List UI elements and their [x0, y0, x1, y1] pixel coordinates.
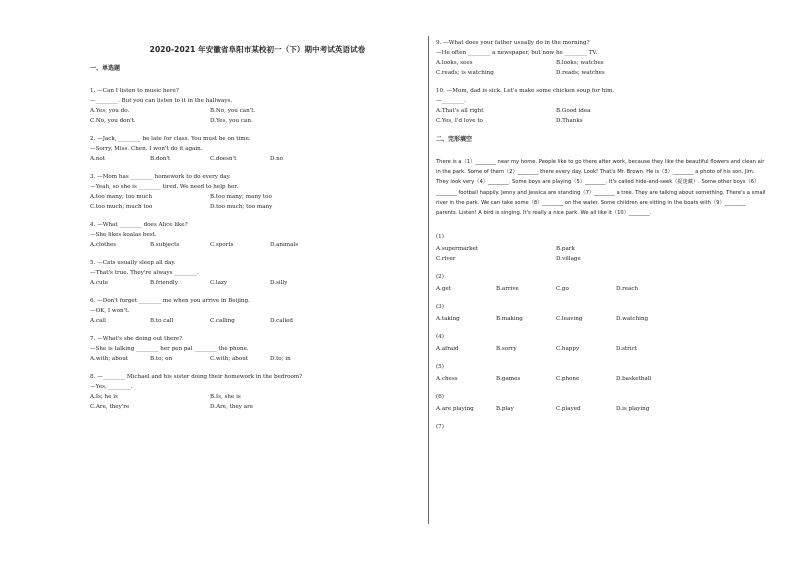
- cloze-option: B.sorry: [496, 346, 517, 353]
- question-line: 3. —Mom has ________ homework to do every day.: [90, 174, 231, 180]
- question-item: [436, 38, 776, 78]
- answer-option: B.looks; watches: [556, 60, 604, 66]
- question-item: [90, 172, 425, 212]
- cloze-option: C.played: [556, 406, 581, 413]
- question-line: —Yeah, so she is ________ tired. We need to help her.: [90, 184, 239, 190]
- answer-option: A.not: [90, 156, 106, 162]
- cloze-option: A.get: [436, 286, 451, 293]
- cloze-number: (5): [436, 364, 444, 371]
- question-line: 4. —What ________ does Alice like?: [90, 222, 188, 228]
- answer-option: C.too much; much too: [90, 204, 153, 210]
- answer-option: C.Are, they're: [90, 404, 130, 410]
- section-heading-cloze: 二、完形填空: [436, 136, 473, 143]
- question-line: 6. —Don't forget ________ me when you arrive in Beijing.: [90, 298, 250, 304]
- cloze-options: [436, 374, 776, 384]
- cloze-item: [436, 232, 776, 264]
- answer-option: C.with; about: [210, 356, 249, 362]
- right-column: [436, 38, 776, 440]
- answer-option: C.reads; is watching: [436, 70, 494, 76]
- answer-option: C.No, you don't.: [90, 118, 136, 124]
- cloze-item: [436, 332, 776, 354]
- question-item: [90, 296, 425, 326]
- answer-options: [90, 192, 425, 212]
- cloze-number: (6): [436, 394, 444, 401]
- question-line: 10. —Mom, dad is sick. Let's make some chicken soup for him.: [436, 88, 615, 94]
- answer-options: [436, 58, 776, 78]
- cloze-item: [436, 422, 776, 432]
- question-line: —He often ________ a newspaper, but now he ________ TV.: [436, 50, 598, 56]
- cloze-option: C.river: [436, 256, 456, 263]
- cloze-options: [436, 284, 776, 294]
- cloze-option: D.is playing: [616, 406, 650, 413]
- cloze-option: D.basketball: [616, 376, 652, 383]
- section-heading-single-choice: 一、单选题: [90, 65, 121, 72]
- cloze-number: (3): [436, 304, 444, 311]
- question-item: [90, 86, 425, 126]
- cloze-option: D.watching: [616, 316, 649, 323]
- cloze-options: [436, 244, 776, 264]
- answer-options: [90, 392, 425, 412]
- answer-option: B.subjects: [150, 242, 180, 248]
- question-item: [90, 372, 425, 412]
- answer-option: D.Thanks: [556, 118, 583, 124]
- question-item: [90, 134, 425, 164]
- cloze-option: B.making: [496, 316, 523, 323]
- answer-option: A.Is; he is: [90, 394, 118, 400]
- answer-option: A.too many; too much: [90, 194, 153, 200]
- answer-option: C.lazy: [210, 280, 228, 286]
- answer-option: A.That's all right: [436, 108, 484, 114]
- answer-options: [436, 106, 776, 126]
- answer-option: B.No, you can't.: [210, 108, 256, 114]
- cloze-item: [436, 392, 776, 414]
- cloze-option: B.arrive: [496, 286, 519, 293]
- answer-option: A.with; about: [90, 356, 129, 362]
- cloze-number: (4): [436, 334, 444, 341]
- answer-option: D.silly: [270, 280, 288, 286]
- answer-options: [90, 278, 425, 288]
- question-line: —________. But you can listen to it in the hallways.: [90, 98, 233, 104]
- cloze-number: (1): [436, 234, 444, 241]
- cloze-options: [436, 404, 776, 414]
- question-line: —Sorry, Miss. Chen. I won't do it again.: [90, 146, 203, 152]
- column-divider: [428, 36, 429, 524]
- question-line: 8. —________ Michael and his sister doing their homework in the bedroom?: [90, 374, 303, 380]
- cloze-option: D.strict: [616, 346, 638, 353]
- answer-option: C.calling: [210, 318, 235, 324]
- question-line: —She is talking ________ her pen pal ________ the phone.: [90, 346, 249, 352]
- answer-option: B.too many; many too: [210, 194, 272, 200]
- cloze-option: D.reach: [616, 286, 639, 293]
- left-question-list: [90, 86, 425, 412]
- cloze-options: [436, 314, 776, 324]
- question-line: —She likes koalas best.: [90, 232, 157, 238]
- cloze-number: (2): [436, 274, 444, 281]
- answer-option: C.doesn't: [210, 156, 237, 162]
- question-line: —________.: [436, 98, 466, 104]
- cloze-option: B.park: [556, 246, 575, 253]
- page-title: 2020-2021 年安徽省阜阳市某校初一（下）期中考试英语试卷: [149, 45, 366, 54]
- question-line: 1. —Can I listen to music here?: [90, 88, 179, 94]
- answer-option: C.Yes, I'd love to: [436, 118, 483, 124]
- question-line: 9. —What does your father usually do in the morning?: [436, 40, 590, 46]
- cloze-option: A.supermarket: [436, 246, 479, 253]
- answer-options: [90, 240, 425, 250]
- answer-option: B.to call: [150, 318, 174, 324]
- question-line: 5. —Cats usually sleep all day.: [90, 260, 176, 266]
- cloze-option: C.phone: [556, 376, 580, 383]
- answer-option: D.too much; too many: [210, 204, 273, 210]
- cloze-option: C.leaving: [556, 316, 583, 323]
- cloze-number: (7): [436, 424, 444, 431]
- cloze-option: A.chess: [436, 376, 458, 383]
- answer-option: D.Are, they are: [210, 404, 254, 410]
- answer-options: [90, 316, 425, 326]
- cloze-question-list: [436, 232, 776, 432]
- answer-option: A.Yes, you do.: [90, 108, 130, 114]
- answer-option: D.Yes, you can.: [210, 118, 253, 124]
- answer-option: A.call: [90, 318, 106, 324]
- answer-options: [90, 154, 425, 164]
- question-line: 7. —What's she doing out there?: [90, 336, 183, 342]
- cloze-option: B.play: [496, 406, 514, 413]
- answer-options: [90, 354, 425, 364]
- cloze-item: [436, 362, 776, 384]
- answer-option: D.called: [270, 318, 294, 324]
- answer-option: B.don't: [150, 156, 171, 162]
- question-item: [90, 220, 425, 250]
- answer-option: D.animals: [270, 242, 299, 248]
- answer-option: B.to; on: [150, 356, 173, 362]
- right-question-list: [436, 38, 776, 126]
- answer-option: C.sports: [210, 242, 234, 248]
- question-line: —OK, I won't.: [90, 308, 130, 314]
- answer-option: D.to; in: [270, 356, 291, 362]
- answer-option: B.Is, she is: [210, 394, 241, 400]
- answer-option: D.no: [270, 156, 284, 162]
- answer-option: A.looks, sees: [436, 60, 473, 66]
- cloze-option: C.happy: [556, 346, 580, 353]
- left-column: [90, 42, 425, 420]
- answer-option: A.cute: [90, 280, 109, 286]
- answer-option: B.friendly: [150, 280, 178, 286]
- cloze-passage: There is a（1）________ near my home. People like to go there after work, because they like the beautiful flowers and clean air in the park. Some of them（2）________ there every day. Look! That's Mr. Brown. He is（3）________ a photo of his son, Jim. They look very（4）________. Some boys are playing（5）________. It's called hide-and-seek（捉迷藏）. Some other boys（6）________ football happily. Jenny and Jessica are standing（7）________ a tree. They are talking about something. There's a small river in the park. We can take some（8）________ on the water. Some children are sitting in the boats with（9）________ parents. Listen! A bird is singing. It's really a nice park. We all like it（10）________.: [436, 159, 766, 217]
- cloze-options: [436, 344, 776, 354]
- answer-options: [90, 106, 425, 126]
- question-line: —That's true. They're always ________.: [90, 270, 199, 276]
- cloze-option: A.afraid: [436, 346, 459, 353]
- question-item: [90, 334, 425, 364]
- question-line: 2. —Jack, ________ be late for class. You must be on time.: [90, 136, 251, 142]
- cloze-item: [436, 302, 776, 324]
- question-line: —Yes, ________.: [90, 384, 133, 390]
- cloze-option: C.go: [556, 286, 569, 293]
- answer-option: A.clothes: [90, 242, 117, 248]
- cloze-option: A.taking: [436, 316, 460, 323]
- cloze-option: D.village: [556, 256, 581, 263]
- cloze-option: B.games: [496, 376, 521, 383]
- cloze-option: A.are playing: [436, 406, 474, 413]
- question-item: [90, 258, 425, 288]
- answer-option: B.Good idea: [556, 108, 591, 114]
- cloze-item: [436, 272, 776, 294]
- question-item: [436, 86, 776, 126]
- answer-option: D.reads; watches: [556, 70, 605, 76]
